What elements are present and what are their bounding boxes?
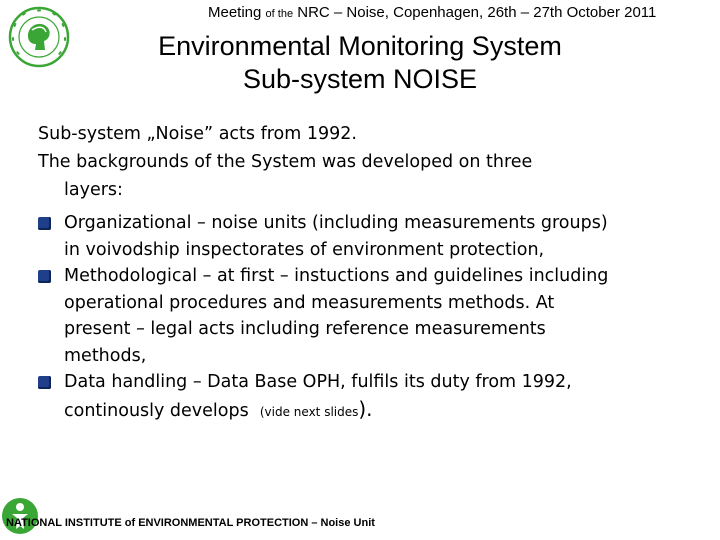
bullet-list	[38, 210, 708, 425]
title-line-2: Sub-system NOISE	[242, 64, 478, 94]
meeting-text-small: of the	[265, 8, 294, 20]
intro-text-2a: The backgrounds of the System was developed on three	[38, 152, 533, 172]
bullet-line: Methodological – at first – instuctions and guidelines including	[64, 266, 609, 286]
slide-body	[38, 120, 708, 425]
intro-paragraph-2	[38, 148, 708, 204]
meeting-text-1: Meeting	[208, 4, 266, 21]
bullet-line: Data handling – Data Base OPH, fulfils its duty from 1992,	[64, 372, 572, 392]
vide-note: (vide next slides	[259, 404, 359, 419]
meeting-text-2: NRC – Noise, Copenhagen, 26th – 27th October 2011	[293, 4, 657, 21]
checkbox-bullet-icon	[38, 270, 51, 283]
intro-text-2b: layers:	[64, 180, 123, 200]
intro-text-1: Sub-system „Noise” acts from 1992.	[38, 124, 357, 144]
bullet-end: ).	[358, 396, 373, 421]
title-line-1: Environmental Monitoring System	[158, 31, 562, 61]
bullet-line: present – legal acts including reference measurements	[64, 319, 546, 339]
intro-paragraph-1	[38, 120, 708, 148]
bullet-line: operational procedures and measurements methods. At	[64, 292, 555, 313]
checkbox-bullet-icon	[38, 217, 51, 230]
meeting-header	[208, 4, 716, 21]
environment-person-icon	[0, 496, 40, 536]
bullet-line: methods,	[64, 345, 147, 366]
bullet-line: in voivodship inspectorates of environment protection,	[64, 239, 545, 260]
bullet-line	[64, 396, 708, 426]
slide-title	[60, 30, 660, 96]
bullet-data-handling	[38, 369, 708, 425]
bullet-organizational	[38, 210, 708, 263]
bullet-line-text: continously develops	[64, 400, 260, 421]
bullet-methodological	[38, 263, 708, 369]
footer	[0, 493, 720, 540]
bullet-line: Organizational – noise units (including measurements groups)	[64, 213, 608, 233]
checkbox-bullet-icon	[38, 376, 51, 389]
footer-text: NATIONAL INSTITUTE of ENVIRONMENTAL PROTECTION – Noise Unit	[6, 517, 375, 529]
